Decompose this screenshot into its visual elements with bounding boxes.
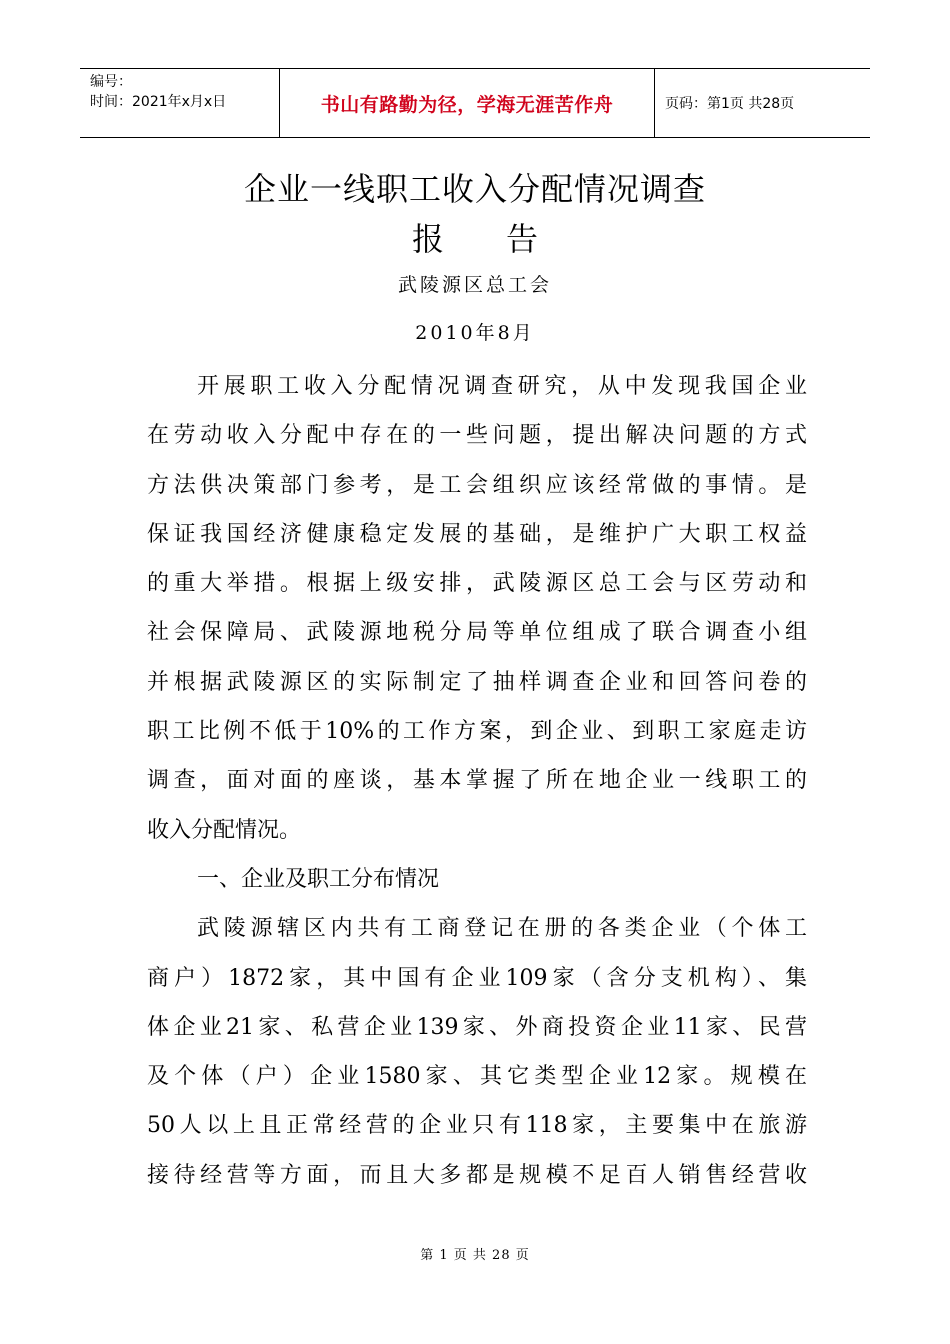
document-header <box>80 68 870 138</box>
body-line: 保证我国经济健康稳定发展的基础，是维护广大职工权益 <box>147 521 807 547</box>
body-line: 体企业21家、私营企业139家、外商投资企业11家、民营 <box>147 1014 807 1040</box>
page-footer: 第 1 页 共 28 页 <box>420 1248 530 1263</box>
document-title-line2: 报告 <box>411 220 600 258</box>
body-line: 调查，面对面的座谈，基本掌握了所在地企业一线职工的 <box>147 768 807 794</box>
document-body <box>147 362 807 1200</box>
document-author: 武陵源区总工会 <box>397 274 552 296</box>
body-line: 社会保障局、武陵源地税分局等单位组成了联合调查小组 <box>147 620 807 646</box>
body-line: 接待经营等方面，而且大多都是规模不足百人销售经营收 <box>147 1162 807 1188</box>
body-line: 职工比例不低于10%的工作方案，到企业、到职工家庭走访 <box>147 719 807 745</box>
document-time-label: 时间：2021年x月x日 <box>90 94 227 110</box>
document-number-label: 编号： <box>90 74 132 90</box>
body-line: 及个体（户）企业1580家、其它类型企业12家。规模在 <box>147 1064 807 1090</box>
body-line: 的重大举措。根据上级安排，武陵源区总工会与区劳动和 <box>147 571 807 597</box>
body-line: 武陵源辖区内共有工商登记在册的各类企业（个体工 <box>197 916 807 942</box>
body-line: 50人以上且正常经营的企业只有118家，主要集中在旅游 <box>147 1113 807 1139</box>
body-line: 开展职工收入分配情况调查研究，从中发现我国企业 <box>197 374 807 399</box>
header-motto: 书山有路勤为径，学海无涯苦作舟 <box>280 69 655 137</box>
document-title: 企业一线职工收入分配情况调查 <box>243 170 706 208</box>
body-line: 并根据武陵源区的实际制定了抽样调查企业和回答问卷的 <box>147 669 807 695</box>
body-line: 方法供决策部门参考，是工会组织应该经常做的事情。是 <box>147 472 807 498</box>
body-line: 在劳动收入分配中存在的一些问题，提出解决问题的方式 <box>147 423 807 449</box>
document-date: 2010年8月 <box>415 322 535 344</box>
header-page-info: 页码：第1页 共28页 <box>665 96 795 112</box>
header-meta-cell <box>80 69 280 137</box>
body-line: 商户）1872家，其中国有企业109家（含分支机构）、集 <box>147 965 807 991</box>
section-heading: 一、企业及职工分布情况 <box>197 866 440 892</box>
body-line: 收入分配情况。 <box>147 817 302 843</box>
